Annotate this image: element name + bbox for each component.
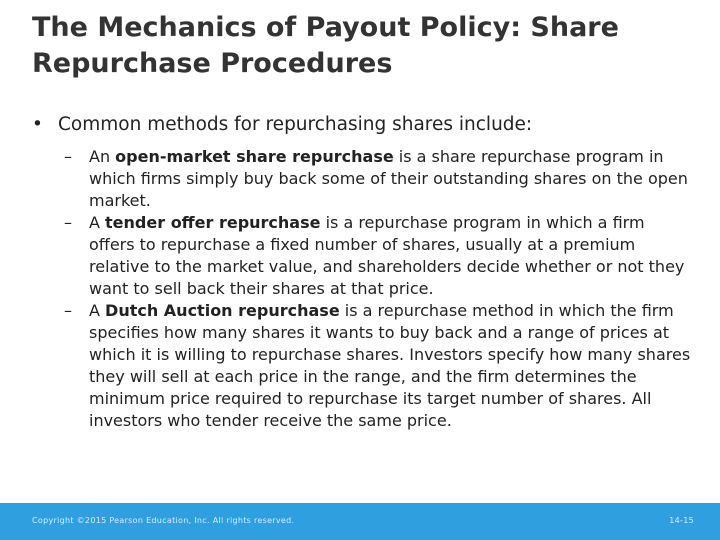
page-number: 14-15 <box>669 516 694 525</box>
dash-icon: – <box>64 213 72 232</box>
sub-bullet-list <box>32 146 692 432</box>
footer-bar <box>0 503 720 540</box>
sub-bullet-text: is a repurchase program in which a firm offers to repurchase a fixed number of shares, usually at a premium relative to the market value, and shareholders decide whether or not they want to sell back their shares at that price. <box>89 213 685 298</box>
sub-bullet-term: open-market share repurchase <box>115 147 394 166</box>
copyright-text: Copyright ©2015 Pearson Education, Inc. All rights reserved. <box>32 516 295 525</box>
dash-icon: – <box>64 301 72 320</box>
sub-bullet-dutch-auction <box>32 300 692 432</box>
slide-content <box>32 112 692 432</box>
sub-bullet-prefix: A <box>89 301 106 320</box>
main-bullet-text: Common methods for repurchasing shares include: <box>58 114 533 135</box>
sub-bullet-tender-offer <box>32 212 692 300</box>
slide-title: The Mechanics of Payout Policy: Share Repurchase Procedures <box>32 12 619 79</box>
sub-bullet-prefix: A <box>89 213 106 232</box>
bullet-dot-icon: • <box>32 114 43 135</box>
sub-bullet-text: is a share repurchase program in which firms simply buy back some of their outstanding shares on the open market. <box>89 147 688 210</box>
sub-bullet-text: is a repurchase method in which the firm specifies how many shares it wants to buy back and a range of prices at which it is willing to repurchase shares. Investors specify how many shares they will sell at each price in the range, and the firm determines the minimum price required to repurchase its target number of shares. All investors who tender receive the same price. <box>89 301 691 430</box>
sub-bullet-term: Dutch Auction repurchase <box>105 301 340 320</box>
sub-bullet-term: tender offer repurchase <box>105 213 321 232</box>
sub-bullet-open-market <box>32 146 692 212</box>
dash-icon: – <box>64 147 72 166</box>
main-bullet <box>32 112 692 138</box>
sub-bullet-prefix: An <box>89 147 116 166</box>
